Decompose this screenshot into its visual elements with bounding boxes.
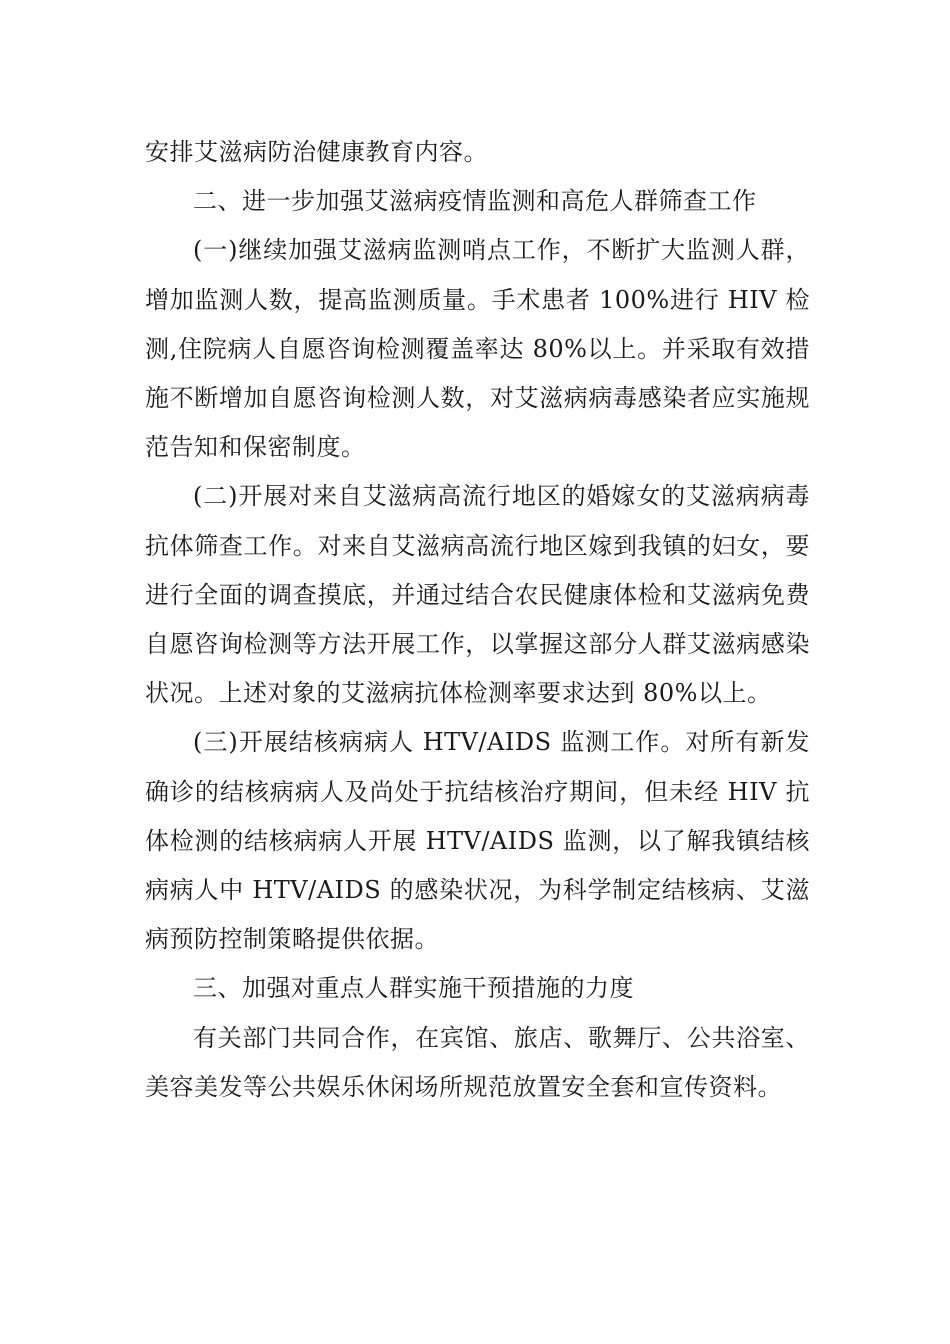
paragraph-item-2: (二)开展对来自艾滋病高流行地区的婚嫁女的艾滋病病毒抗体筛查工作。对来自艾滋病高流行地区嫁到我镇的妇女，要进行全面的调查摸底，并通过结合农民健康体检和艾滋病免费自愿咨询检测等方法开展工作，以掌握这部分人群艾滋病感染状况。上述对象的艾滋病抗体检测率要求达到 80%以上。 [145, 482, 810, 708]
paragraph-item-3: (三)开展结核病病人 HTV/AIDS 监测工作。对所有新发确诊的结核病病人及尚处于抗结核治疗期间，但未经 HIV 抗体检测的结核病病人开展 HTV/AIDS 监测，以了解我镇结核病病人中 HTV/AIDS 的感染状况，为科学制定结核病、艾滋病预防控制策略提供依据。 [145, 728, 810, 954]
paragraph-continuation: 安排艾滋病防治健康教育内容。 [145, 138, 488, 166]
section-heading-2: 二、进一步加强艾滋病疫情监测和高危人群筛查工作 [193, 187, 757, 216]
paragraph-item-1: (一)继续加强艾滋病监测哨点工作，不断扩大监测人群，增加监测人数，提高监测质量。手术患者 100%进行 HIV 检测,住院病人自愿咨询检测覆盖率达 80%以上。并采取有效措施不断增加自愿咨询检测人数，对艾滋病病毒感染者应实施规范告知和保密制度。 [145, 236, 810, 462]
section-heading-3: 三、加强对重点人群实施干预措施的力度 [193, 974, 634, 1003]
paragraph-section-3: 有关部门共同合作，在宾馆、旅店、歌舞厅、公共浴室、美容美发等公共娱乐休闲场所规范放置安全套和宣传资料。 [145, 1023, 810, 1101]
document-body [145, 128, 810, 1112]
